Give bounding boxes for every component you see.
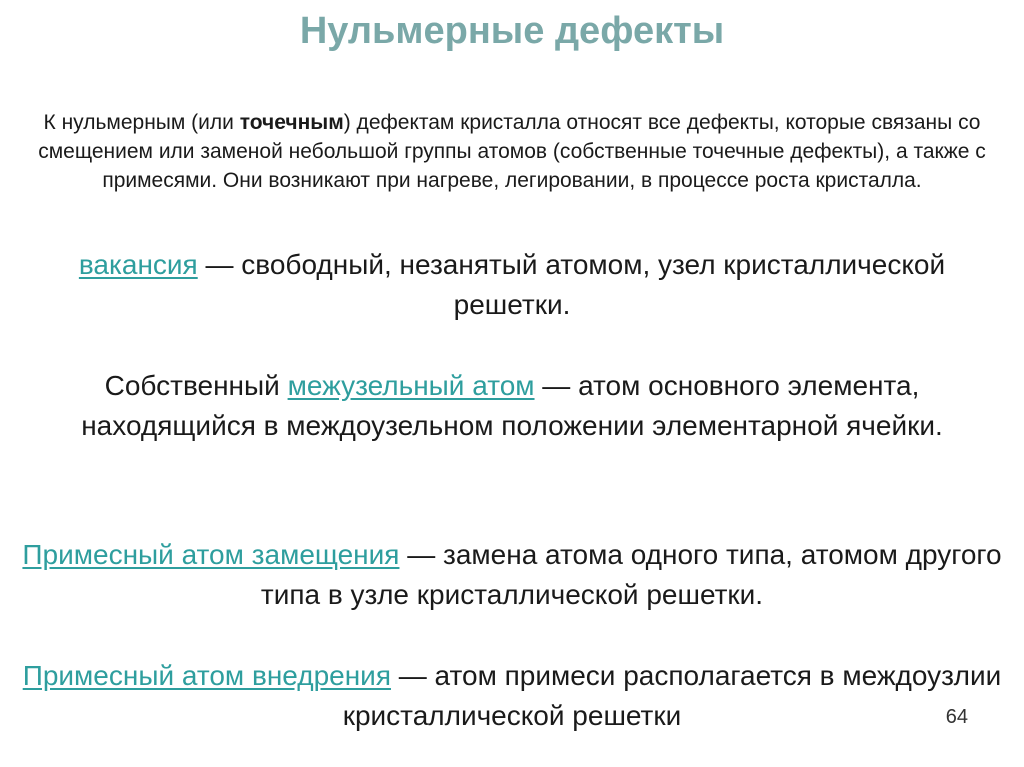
link-interstitial-impurity[interactable]: Примесный атом внедрения [22,660,391,691]
definition-text: — атом основного элемента, находящийся в междоузельном положении элементарной ячейки. [81,370,943,441]
link-vacancy[interactable]: вакансия [78,249,198,280]
definition-prefix: Собственный [104,370,288,401]
link-interstitial-atom[interactable]: межузельный атом [287,370,535,401]
page-number: 64 [945,706,968,728]
definition-text: — атом примеси располагается в междоузлии кристаллической решетки [342,660,1002,731]
definition-interstitial-atom [20,366,1004,446]
slide-title: Нульмерные дефекты [299,10,725,52]
intro-text-end: ) дефектам кристалла относят все дефекты, которые связаны со смещением или заменой небольшой группы атомов (собственные точечные дефекты), а также с примесями. Они возникают при нагреве, легировании, в процессе роста кристалла. [38,111,986,192]
intro-text-start: К нульмерным (или [43,111,240,134]
definition-substitutional-impurity [20,535,1004,615]
definition-vacancy [20,245,1004,325]
intro-bold-term: точечным [239,111,344,134]
link-substitutional-impurity[interactable]: Примесный атом замещения [22,539,400,570]
definition-text: — замена атома одного типа, атомом другого типа в узле кристаллической решетки. [260,539,1002,610]
intro-paragraph [10,108,1014,195]
definition-interstitial-impurity [20,656,1004,736]
definition-text: — свободный, незанятый атомом, узел кристаллической решетки. [197,249,946,320]
